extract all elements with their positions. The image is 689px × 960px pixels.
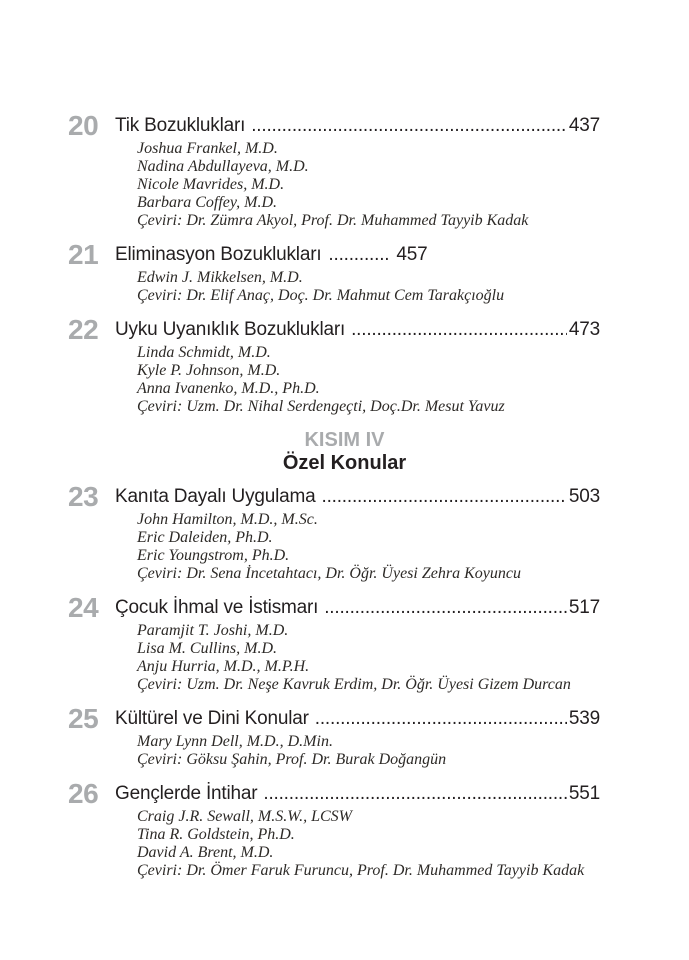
toc-entry <box>68 703 600 769</box>
toc-entry-body <box>115 114 600 230</box>
translator-line: Çeviri: Göksu Şahin, Prof. Dr. Burak Doğangün <box>137 751 447 768</box>
chapter-number: 21 <box>68 239 99 270</box>
chapter-number: 26 <box>68 778 99 809</box>
toc-entry-body <box>115 707 600 769</box>
author-line: Paramjit T. Joshi, M.D. <box>137 622 289 639</box>
toc-entry <box>68 110 600 230</box>
dot-leader <box>251 114 567 138</box>
dot-leader <box>351 318 567 342</box>
chapter-title: Çocuk İhmal ve İstismarı <box>115 597 319 618</box>
author-line: Nicole Mavrides, M.D. <box>137 176 285 193</box>
chapter-number: 23 <box>68 481 99 512</box>
section-title-label: Özel Konular <box>282 452 407 474</box>
author-line: Eric Youngstrom, Ph.D. <box>137 547 290 564</box>
page-number: 517 <box>568 597 600 618</box>
translator-line: Çeviri: Dr. Sena İncetahtacı, Dr. Öğr. Üyesi Zehra Koyuncu <box>137 565 521 582</box>
page-number: 457 <box>396 244 428 265</box>
toc-entry-body <box>115 782 600 880</box>
page-number: 539 <box>568 708 600 729</box>
translator-line: Çeviri: Uzm. Dr. Neşe Kavruk Erdim, Dr. Öğr. Üyesi Gizem Durcan <box>137 676 571 693</box>
chapter-title: Gençlerde İntihar <box>115 783 258 804</box>
author-line: Tina R. Goldstein, Ph.D. <box>137 826 295 843</box>
section-kisim-label: KISIM IV <box>304 429 385 451</box>
chapter-title: Uyku Uyanıklık Bozuklukları <box>115 319 346 340</box>
toc-entry <box>68 239 600 305</box>
page-number: 473 <box>568 319 600 340</box>
dot-leader <box>263 782 567 806</box>
author-line: Edwin J. Mikkelsen, M.D. <box>137 269 303 286</box>
dot-leader <box>328 243 389 267</box>
author-list <box>115 511 600 583</box>
chapter-title-row <box>115 243 600 267</box>
chapter-number: 25 <box>68 703 99 734</box>
chapter-title: Tik Bozuklukları <box>115 115 246 136</box>
chapter-number: 24 <box>68 592 99 623</box>
author-line: David A. Brent, M.D. <box>137 844 274 861</box>
page-number: 437 <box>568 115 600 136</box>
toc-entry <box>68 778 600 880</box>
author-list <box>115 733 600 769</box>
toc-entry-body <box>115 596 600 694</box>
page-number: 503 <box>568 486 600 507</box>
author-line: Anju Hurria, M.D., M.P.H. <box>137 658 310 675</box>
chapter-number: 20 <box>68 110 99 141</box>
toc-entry <box>68 314 600 416</box>
chapter-title: Kültürel ve Dini Konular <box>115 708 309 729</box>
section-header <box>0 429 689 475</box>
author-line: Eric Daleiden, Ph.D. <box>137 529 273 546</box>
author-line: Kyle P. Johnson, M.D. <box>137 362 281 379</box>
author-line: Lisa M. Cullins, M.D. <box>137 640 278 657</box>
chapter-title: Kanıta Dayalı Uygulama <box>115 486 316 507</box>
page-number: 551 <box>568 783 600 804</box>
author-list <box>115 622 600 694</box>
author-line: Nadina Abdullayeva, M.D. <box>137 158 309 175</box>
translator-line: Çeviri: Uzm. Dr. Nihal Serdengeçti, Doç.Dr. Mesut Yavuz <box>137 398 505 415</box>
chapter-title-row <box>115 485 600 509</box>
toc-entry-body <box>115 243 600 305</box>
author-line: Mary Lynn Dell, M.D., D.Min. <box>137 733 333 750</box>
author-line: Craig J.R. Sewall, M.S.W., LCSW <box>137 808 352 825</box>
author-list <box>115 140 600 230</box>
translator-line: Çeviri: Dr. Elif Anaç, Doç. Dr. Mahmut Cem Tarakçıoğlu <box>137 287 505 304</box>
chapter-title-row <box>115 114 600 138</box>
chapter-title-row <box>115 707 600 731</box>
author-list <box>115 808 600 880</box>
chapter-title-row <box>115 318 600 342</box>
chapter-title-row <box>115 596 600 620</box>
author-list <box>115 269 600 305</box>
author-line: Joshua Frankel, M.D. <box>137 140 278 157</box>
translator-line: Çeviri: Dr. Zümra Akyol, Prof. Dr. Muhammed Tayyib Kadak <box>137 212 529 229</box>
toc-entry-body <box>115 485 600 583</box>
toc-entry <box>68 592 600 694</box>
author-line: John Hamilton, M.D., M.Sc. <box>137 511 318 528</box>
toc-entry-body <box>115 318 600 416</box>
dot-leader <box>324 596 567 620</box>
toc-list <box>68 110 600 880</box>
chapter-title-row <box>115 782 600 806</box>
author-line: Anna Ivanenko, M.D., Ph.D. <box>137 380 320 397</box>
toc-entry <box>68 481 600 583</box>
chapter-title: Eliminasyon Bozuklukları <box>115 244 322 265</box>
author-list <box>115 344 600 416</box>
dot-leader <box>315 707 567 731</box>
author-line: Barbara Coffey, M.D. <box>137 194 277 211</box>
translator-line: Çeviri: Dr. Ömer Faruk Furuncu, Prof. Dr. Muhammed Tayyib Kadak <box>137 862 585 879</box>
chapter-number: 22 <box>68 314 99 345</box>
author-line: Linda Schmidt, M.D. <box>137 344 271 361</box>
dot-leader <box>321 485 566 509</box>
